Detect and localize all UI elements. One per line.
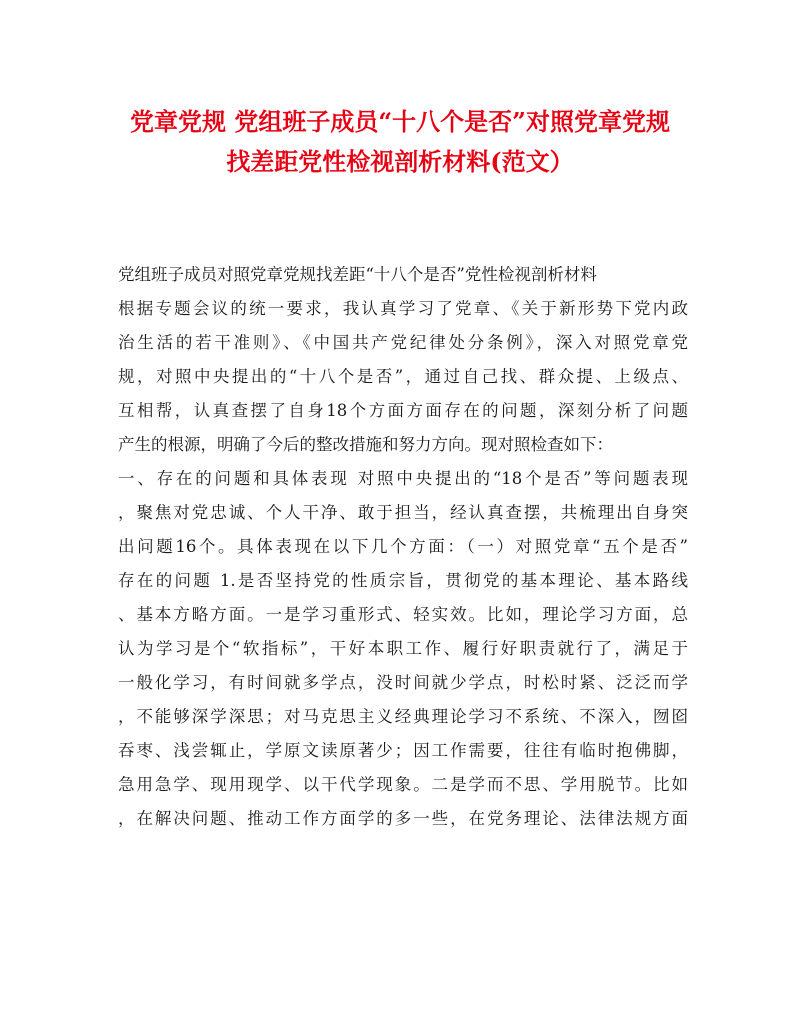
body-line: 产生的根源，明确了今后的整改措施和努力方向。现对照检查如下：: [118, 435, 613, 454]
body-line: ，不能够深学深思；对马克思主义经典理论学习不系统、不深入，囫囵: [118, 707, 688, 726]
body-line: 治生活的若干准则》、《中国共产党纪律处分条例》，深入对照党章党: [118, 333, 688, 352]
body-line: 出问题16个。具体表现在以下几个方面：（一）对照党章“五个是否”: [118, 537, 688, 556]
body-line: 急用急学、现用现学、以干代学现象。二是学而不思、学用脱节。比如: [118, 775, 688, 794]
document-body: [118, 258, 688, 836]
document-title-line-2: 找差距党性检视剖析材料(范文）: [226, 147, 574, 176]
body-line: 一般化学习，有时间就多学点，没时间就少学点，时松时紧、泛泛而学: [118, 673, 688, 692]
body-line: 互相帮，认真查摆了自身18个方面方面存在的问题，深刻分析了问题: [118, 401, 688, 420]
body-line: 党组班子成员对照党章党规找差距“十八个是否”党性检视剖析材料: [118, 265, 597, 284]
body-line: ，聚焦对党忠诚、个人干净、敢于担当，经认真查摆，共梳理出自身突: [118, 503, 688, 522]
body-line: 根据专题会议的统一要求，我认真学习了党章、《关于新形势下党内政: [118, 299, 688, 318]
body-line: 规，对照中央提出的“十八个是否”，通过自己找、群众提、上级点、: [118, 367, 688, 386]
body-line: 认为学习是个“软指标”，干好本职工作、履行好职责就行了，满足于: [118, 639, 688, 658]
body-line: 一、存在的问题和具体表现 对照中央提出的“18个是否”等问题表现: [118, 469, 688, 488]
body-line: ，在解决问题、推动工作方面学的多一些，在党务理论、法律法规方面: [118, 809, 688, 828]
body-line: 、基本方略方面。一是学习重形式、轻实效。比如，理论学习方面，总: [118, 605, 688, 624]
body-line: 存在的问题 1.是否坚持党的性质宗旨，贯彻党的基本理论、基本路线: [118, 571, 688, 590]
document-title-line-1: 党章党规 党组班子成员“十八个是否”对照党章党规: [130, 107, 670, 136]
body-line: 吞枣、浅尝辄止，学原文读原著少；因工作需要，往往有临时抱佛脚，: [118, 741, 688, 760]
